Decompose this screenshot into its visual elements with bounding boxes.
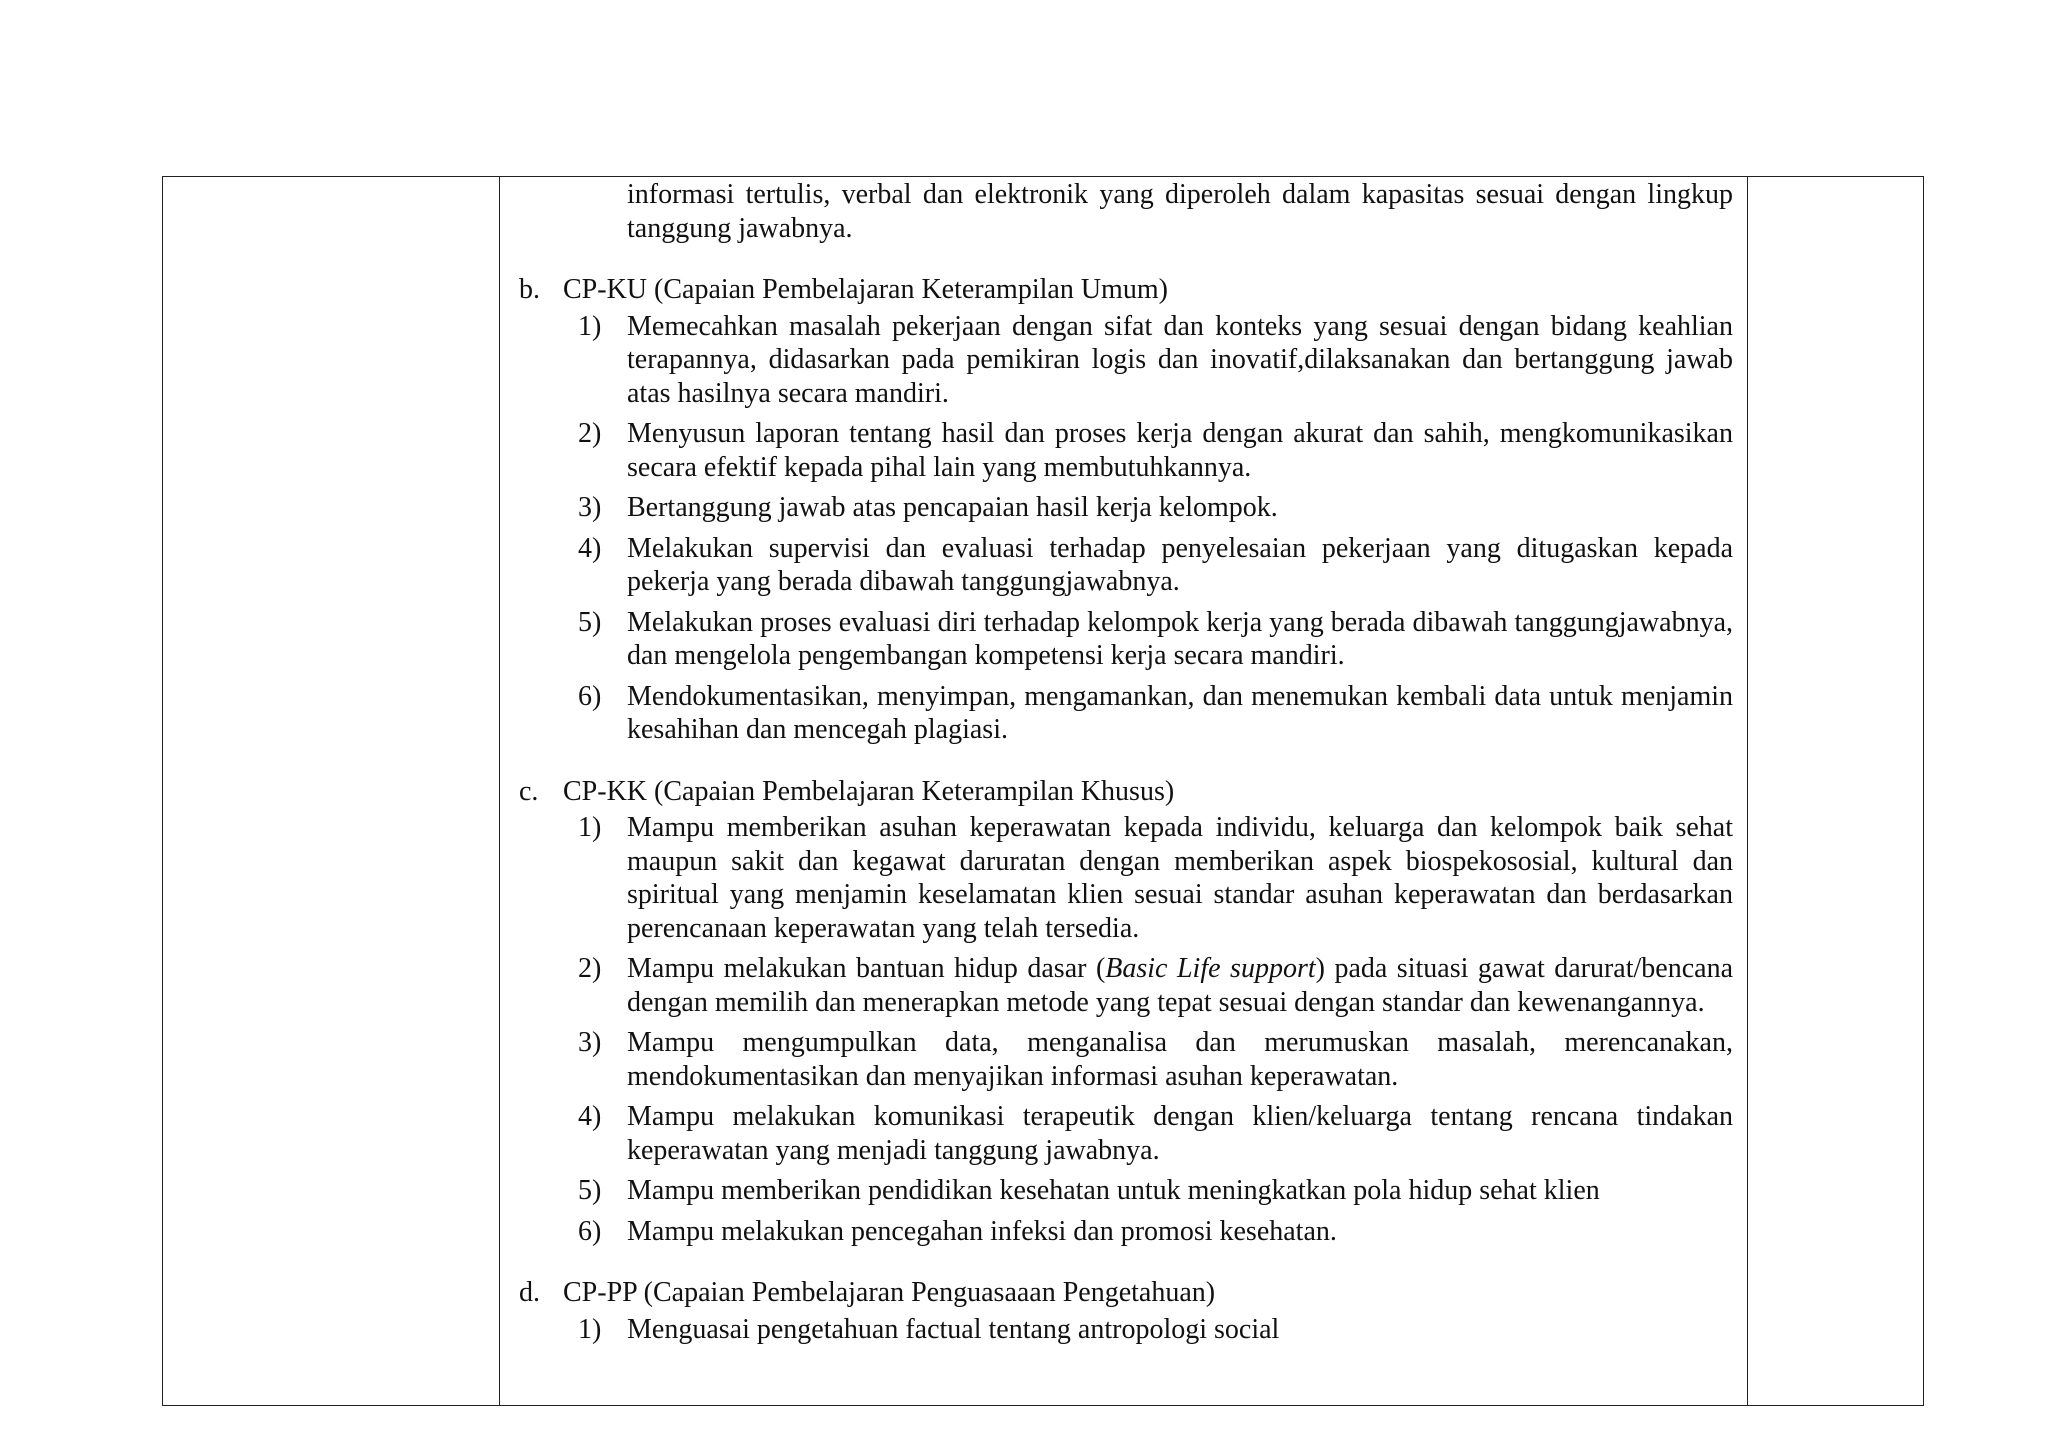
item-text: Mendokumentasikan, menyimpan, mengamankan, dan menemukan kembali data untuk menjamin kesahihan dan mencegah plagiasi. <box>627 680 1733 745</box>
item-number: 1) <box>578 1313 602 1345</box>
item-text: Mampu memberikan asuhan keperawatan kepada individu, keluarga dan kelompok baik sehat maupun sakit dan kegawat daruratan dengan memberikan aspek biospekososial, kultural dan spiritual yang menjamin keselamatan klien sesuai standar asuhan keperawatan dan berdasarkan perencanaan keperawatan yang telah tersedia. <box>627 812 1733 944</box>
item-text: Mampu memberikan pendidikan kesehatan untuk meningkatkan pola hidup sehat klien <box>627 1175 1600 1206</box>
item-text: Mampu melakukan komunikasi terapeutik dengan klien/keluarga tentang rencana tindakan keperawatan yang menjadi tanggung jawabnya. <box>627 1101 1733 1166</box>
item-text: Mampu melakukan pencegahan infeksi dan promosi kesehatan. <box>627 1215 1337 1247</box>
learning-outcomes-cell <box>499 177 1747 1405</box>
item-number: 3) <box>578 1027 602 1058</box>
list-item <box>499 680 1747 747</box>
item-number: 2) <box>578 953 602 984</box>
item-number: 2) <box>578 418 602 449</box>
list-item <box>499 811 1747 945</box>
item-text: Bertanggung jawab atas pencapaian hasil kerja kelompok. <box>627 492 1278 523</box>
list-item <box>499 1100 1747 1167</box>
item-text: Melakukan supervisi dan evaluasi terhadap penyelesaian pekerjaan yang ditugaskan kepada pekerja yang berada dibawah tanggungjawabnya. <box>627 532 1733 597</box>
item-number: 6) <box>578 680 602 712</box>
item-number: 5) <box>578 1175 602 1206</box>
section-heading-cp-ku <box>499 273 1747 307</box>
item-number: 1) <box>578 310 602 342</box>
list-item <box>499 952 1747 1019</box>
item-text: Menyusun laporan tentang hasil dan proses kerja dengan akurat dan sahih, mengkomunikasikan secara efektif kepada pihal lain yang membutuhkannya. <box>627 418 1733 483</box>
section-heading-cp-kk <box>499 775 1747 809</box>
item-number: 6) <box>578 1215 602 1247</box>
item-text: Mampu mengumpulkan data, menganalisa dan merumuskan masalah, merencanakan, mendokumentasikan dan menyajikan informasi asuhan keperawatan. <box>627 1027 1733 1092</box>
list-item <box>499 606 1747 673</box>
list-item <box>499 1215 1747 1249</box>
section-letter: d. <box>519 1277 540 1308</box>
item-text: Memecahkan masalah pekerjaan dengan sifat dan konteks yang sesuai dengan bidang keahlian terapannya, didasarkan pada pemikiran logis dan inovatif,dilaksanakan dan bertanggung jawab atas hasilnya secara mandiri. <box>627 310 1733 409</box>
list-item <box>499 1174 1747 1208</box>
section-letter: b. <box>519 274 540 305</box>
item-number: 5) <box>578 606 602 638</box>
section-heading-cp-pp <box>499 1276 1747 1310</box>
section-title: CP-KK (Capaian Pembelajaran Keterampilan Khusus) <box>563 775 1175 807</box>
list-item <box>499 1313 1747 1347</box>
item-text-italic: Basic Life support <box>1105 953 1316 984</box>
item-number: 3) <box>578 492 602 523</box>
item-number: 1) <box>578 812 602 843</box>
item-text: Menguasai pengetahuan factual tentang antropologi social <box>627 1313 1280 1345</box>
section-title: CP-KU (Capaian Pembelajaran Keterampilan Umum) <box>563 274 1168 305</box>
list-item <box>499 532 1747 599</box>
item-text: Melakukan proses evaluasi diri terhadap kelompok kerja yang berada dibawah tanggungjawabnya, dan mengelola pengembangan kompetensi kerja secara mandiri. <box>627 606 1733 671</box>
section-title: CP-PP (Capaian Pembelajaran Penguasaaan Pengetahuan) <box>563 1277 1216 1308</box>
item-text-after: ) pada situasi gawat darurat/bencana dengan memilih dan menerapkan metode yang tepat sesuai dengan standar dan kewenangannya. <box>627 953 1733 1018</box>
item-number: 4) <box>578 532 602 564</box>
list-item <box>499 310 1747 411</box>
content-table <box>162 176 1924 1406</box>
list-item <box>499 417 1747 484</box>
section-letter: c. <box>519 775 539 807</box>
list-item <box>499 491 1747 525</box>
list-item <box>499 1026 1747 1093</box>
continuation-paragraph: informasi tertulis, verbal dan elektronik yang diperoleh dalam kapasitas sesuai dengan lingkup tanggung jawabnya. <box>627 179 1733 244</box>
item-number: 4) <box>578 1101 602 1132</box>
item-text-before: Mampu melakukan bantuan hidup dasar ( <box>627 953 1106 984</box>
column-divider <box>1747 177 1748 1405</box>
